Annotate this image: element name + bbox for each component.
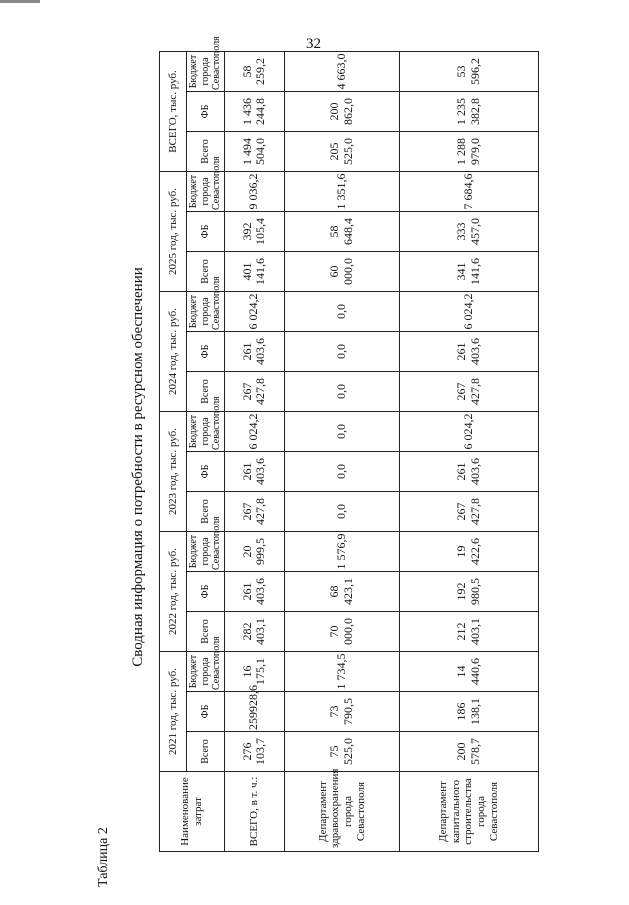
value-cell: 261 403,6	[399, 332, 538, 372]
subheader-cell: Бюджет города Севастополя	[188, 156, 222, 210]
value-cell: 276 103,7	[224, 732, 285, 772]
value-cell: 1 494 504,0	[224, 132, 285, 172]
value-cell: 200 862,0	[285, 92, 399, 132]
value-cell: 6 024,2	[399, 292, 538, 332]
value-cell: 259928,6	[224, 692, 285, 732]
value-cell: 6 024,2	[399, 412, 538, 452]
value-cell: 4 663,0	[285, 51, 399, 91]
subheader-cell: ФБ	[187, 92, 225, 132]
period-header: ВСЕГО, тыс. руб.	[160, 51, 187, 171]
value-cell: 261 403,6	[399, 452, 538, 492]
row-name: Департамент здравоохранения города Севастополя	[285, 772, 399, 852]
value-cell: 1 351,6	[285, 172, 399, 212]
subheader-cell: Всего	[187, 252, 225, 292]
value-cell: 267 427,8	[224, 372, 285, 412]
subheader-cell: ФБ	[187, 212, 225, 252]
value-cell: 58 648,4	[285, 212, 399, 252]
value-cell: 267 427,8	[224, 492, 285, 532]
value-cell: 20 999,5	[224, 532, 285, 572]
value-cell: 73 790,5	[285, 692, 399, 732]
value-cell: 1 436 244,8	[224, 92, 285, 132]
subheader-cell: ФБ	[187, 332, 225, 372]
value-cell: 70 000,0	[285, 612, 399, 652]
subheader-cell: Всего	[187, 492, 225, 532]
value-cell: 1 576,9	[285, 532, 399, 572]
period-header: 2021 год, тыс. руб.	[160, 652, 187, 772]
value-cell: 267 427,8	[399, 372, 538, 412]
value-cell: 261 403,6	[224, 332, 285, 372]
value-cell: 333 457,0	[399, 212, 538, 252]
value-cell: 6 024,2	[224, 292, 285, 332]
value-cell: 0,0	[285, 412, 399, 452]
value-cell: 6 024,2	[224, 412, 285, 452]
table-row	[285, 51, 399, 851]
subheader-cell: Бюджет города Севастополя	[188, 636, 222, 690]
value-cell: 0,0	[285, 372, 399, 412]
table-label: Таблица 2	[96, 827, 111, 887]
value-cell: 53 596,2	[399, 51, 538, 91]
row-name: Департамент капитального строительства города Севастополя	[399, 772, 538, 852]
value-cell: 9 036,2	[224, 172, 285, 212]
value-cell: 192 980,5	[399, 572, 538, 612]
period-header: 2024 год, тыс. руб.	[160, 292, 187, 412]
value-cell: 267 427,8	[399, 492, 538, 532]
subheader-cell: ФБ	[187, 692, 225, 732]
value-cell: 1 235 382,8	[399, 92, 538, 132]
subheader-cell: Всего	[187, 612, 225, 652]
value-cell: 68 423,1	[285, 572, 399, 612]
value-cell: 282 403,1	[224, 612, 285, 652]
subheader-cell: Всего	[187, 372, 225, 412]
value-cell: 1 734,5	[285, 652, 399, 692]
row-name: ВСЕГО, в т. ч.:	[224, 772, 285, 852]
period-header: 2022 год, тыс. руб.	[160, 532, 187, 652]
value-cell: 0,0	[285, 292, 399, 332]
value-cell: 16 175,1	[224, 652, 285, 692]
value-cell: 261 403,6	[224, 572, 285, 612]
table-title: Сводная информация о потребности в ресурсном обеспечении	[130, 267, 146, 667]
value-cell: 75 525,0	[285, 732, 399, 772]
scan-edge-mark	[0, 0, 40, 3]
rotated-table-sheet	[14, 36, 534, 892]
value-cell: 0,0	[285, 492, 399, 532]
table-row	[224, 51, 285, 851]
subheader-cell: Всего	[187, 132, 225, 172]
cost-name-header: Наименование затрат	[160, 772, 225, 852]
value-cell: 212 403,1	[399, 612, 538, 652]
value-cell: 392 105,4	[224, 212, 285, 252]
table-row	[399, 51, 538, 851]
subheader-row	[187, 51, 225, 851]
value-cell: 14 440,6	[399, 652, 538, 692]
value-cell: 19 422,6	[399, 532, 538, 572]
value-cell: 186 138,1	[399, 692, 538, 732]
value-cell: 205 525,0	[285, 132, 399, 172]
subheader-cell: Бюджет города Севастополя	[188, 396, 222, 450]
subheader-cell: Бюджет города Севастополя	[188, 36, 222, 90]
subheader-cell: Бюджет города Севастополя	[188, 516, 222, 570]
subheader-cell: ФБ	[187, 572, 225, 612]
value-cell: 1 288 979,0	[399, 132, 538, 172]
value-cell: 401 141,6	[224, 252, 285, 292]
period-header: 2025 год, тыс. руб.	[160, 172, 187, 292]
value-cell: 7 684,6	[399, 172, 538, 212]
period-header: 2023 год, тыс. руб.	[160, 412, 187, 532]
subheader-cell: ФБ	[187, 452, 225, 492]
value-cell: 200 578,7	[399, 732, 538, 772]
subheader-cell: Бюджет города Севастополя	[188, 276, 222, 330]
page-number: 32	[306, 36, 321, 52]
value-cell: 0,0	[285, 332, 399, 372]
value-cell: 341 141,6	[399, 252, 538, 292]
value-cell: 0,0	[285, 452, 399, 492]
table-body	[224, 51, 539, 851]
value-cell: 261 403,6	[224, 452, 285, 492]
value-cell: 58 259,2	[224, 51, 285, 91]
subheader-cell: Всего	[187, 732, 225, 772]
value-cell: 60 000,0	[285, 252, 399, 292]
